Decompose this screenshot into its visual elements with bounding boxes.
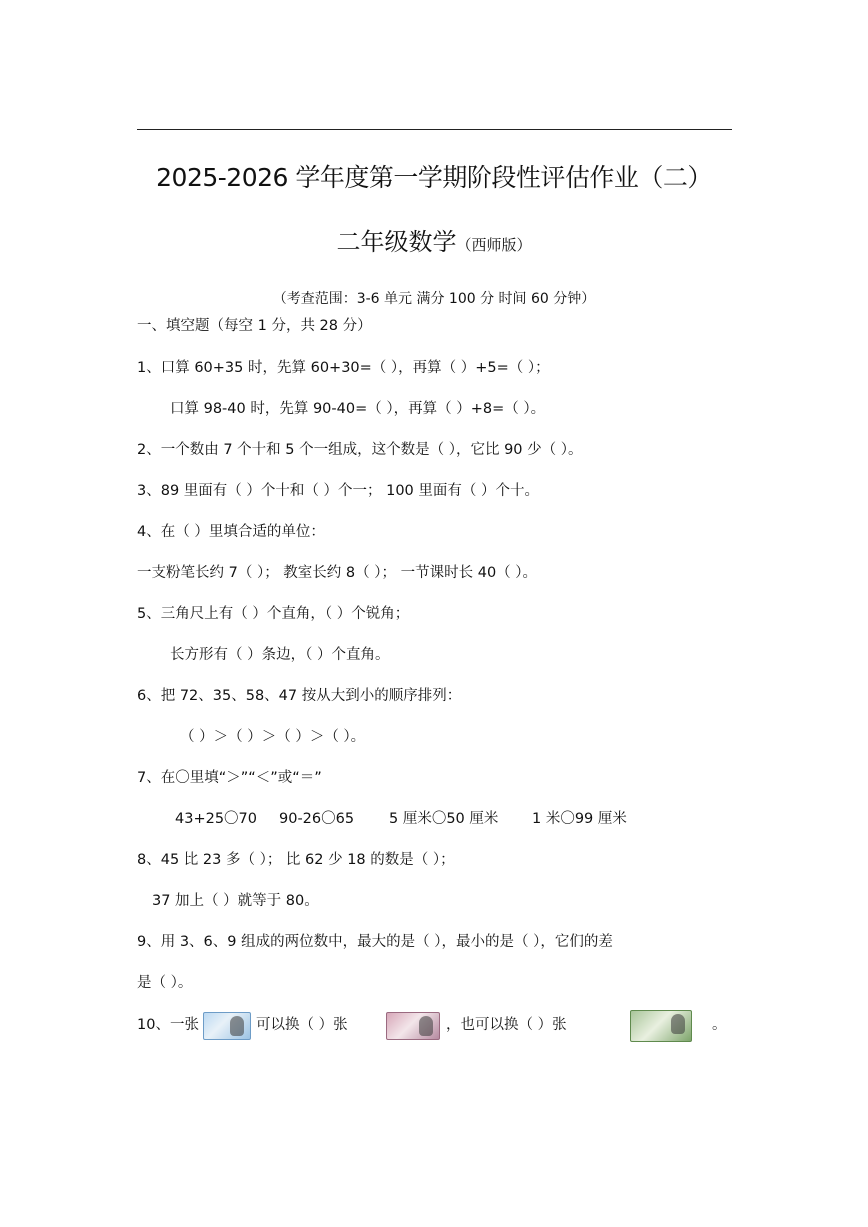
question-1b: 口算 98-40 时，先算 90-40=（ ），再算（ ）+8=（ ）。 <box>170 401 546 417</box>
question-5a: 5、三角尺上有（ ）个直角，（ ）个锐角； <box>137 606 410 622</box>
top-rule <box>137 129 732 130</box>
question-3: 3、89 里面有（ ）个十和（ ）个一； 100 里面有（ ）个十。 <box>137 483 540 499</box>
portrait-icon <box>419 1016 433 1036</box>
subject-label: 二年级数学 <box>336 228 457 256</box>
banknote-100-icon <box>203 1012 251 1040</box>
compare-item: 43+25〇70 <box>175 811 258 827</box>
question-5b: 长方形有（ ）条边，（ ）个直角。 <box>170 647 390 663</box>
question-4a: 4、在（ ）里填合适的单位： <box>137 524 325 540</box>
question-6b: （ ）＞（ ）＞（ ）＞（ ）。 <box>180 729 366 745</box>
question-4b: 一支粉笔长约 7（ ）； 教室长约 8（ ）； 一节课时长 40（ ）。 <box>137 565 538 581</box>
question-10-part2: 可以换（ ）张 <box>256 1017 348 1033</box>
question-10-part4: 。 <box>712 1017 727 1033</box>
question-9b: 是（ ）。 <box>137 975 193 991</box>
question-2: 2、一个数由 7 个十和 5 个一组成，这个数是（ ），它比 90 少（ ）。 <box>137 442 583 458</box>
question-6a: 6、把 72、35、58、47 按从大到小的顺序排列： <box>137 688 462 704</box>
banknote-1-icon <box>630 1010 692 1042</box>
compare-item: 5 厘米〇50 厘米 <box>389 811 499 827</box>
question-1a: 1、口算 60+35 时，先算 60+30=（ ），再算（ ）+5=（ ）； <box>137 360 550 376</box>
question-10-part3: ，也可以换（ ）张 <box>446 1017 567 1033</box>
section-heading: 一、填空题（每空 1 分，共 28 分） <box>137 318 372 334</box>
edition-label: （西师版） <box>456 236 532 254</box>
question-8a: 8、45 比 23 多（ ）； 比 62 少 18 的数是（ ）； <box>137 852 455 868</box>
banknote-50-icon <box>386 1012 440 1040</box>
question-10-part1: 10、一张 <box>137 1017 199 1033</box>
page-subtitle <box>0 222 868 257</box>
portrait-icon <box>230 1016 244 1036</box>
portrait-icon <box>671 1014 685 1034</box>
question-9a: 9、用 3、6、9 组成的两位数中，最大的是（ ），最小的是（ ），它们的差 <box>137 934 613 950</box>
question-8b: 37 加上（ ）就等于 80。 <box>152 893 319 909</box>
exam-scope: （考查范围：3-6 单元 满分 100 分 时间 60 分钟） <box>272 291 596 307</box>
question-7a: 7、在〇里填“＞”“＜”或“＝” <box>137 770 322 786</box>
page-title: 2025-2026 学年度第一学期阶段性评估作业（二） <box>156 163 712 192</box>
compare-item: 1 米〇99 厘米 <box>532 811 627 827</box>
compare-item: 90-26〇65 <box>279 811 355 827</box>
